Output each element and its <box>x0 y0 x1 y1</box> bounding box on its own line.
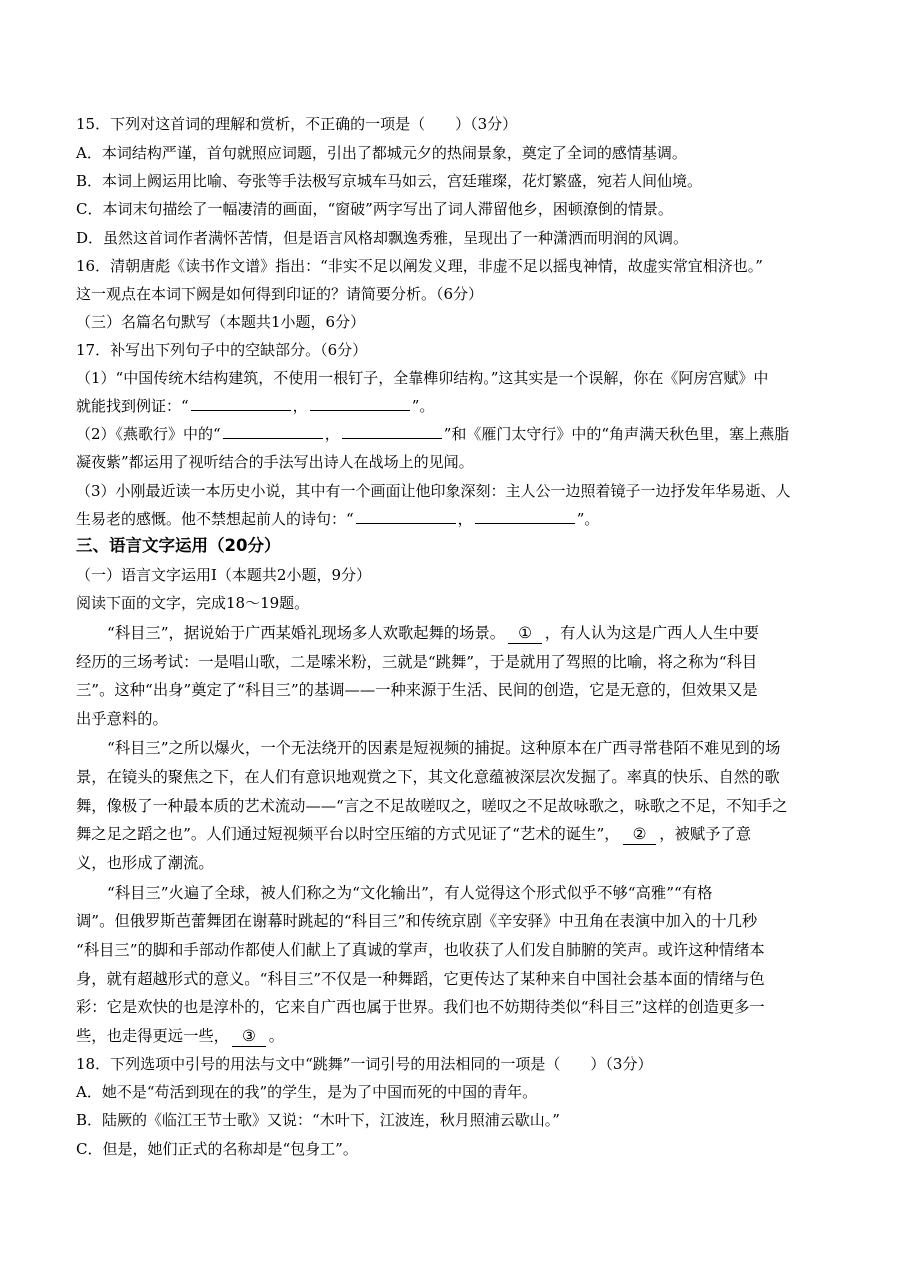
part-3-subsection: （一）语言文字运用Ⅰ（本题共2小题，9分） <box>76 566 372 584</box>
q15-option-a: A．本词结构严谨，首句就照应词题，引出了都城元夕的热闹景象，奠定了全词的感情基调。 <box>76 144 687 162</box>
blank-marker-1[interactable]: ① <box>508 623 542 644</box>
q17-part3-line2 <box>76 509 599 529</box>
q16-line1: 16．清朝唐彪《读书作文谱》指出：“非实不足以阐发义理，非虚不足以摇曳神情，故虚实常宜相济也。” <box>76 257 763 275</box>
q15-stem: 15．下列对这首词的理解和赏析，不正确的一项是（ ）（3分） <box>76 115 518 133</box>
q17-part3-line1: （3）小刚最近读一本历史小说，其中有一个画面让他印象深刻：主人公一边照着镜子一边抒发年华易逝、人 <box>76 482 791 500</box>
blank-6[interactable] <box>475 509 575 524</box>
q18-option-b: B．陆厥的《临江王节士歌》又说：“木叶下，江波连，秋月照浦云歇山。” <box>76 1111 560 1129</box>
section-3-title: （三）名篇名句默写（本题共1小题，6分） <box>76 313 366 331</box>
text: ，有人认为这是广西人人生中要 <box>544 624 759 642</box>
passage-p3-line4: 身，就有超越形式的意义。“科目三”不仅是一种舞蹈，它更传达了某种来自中国社会基本面的情绪与色 <box>76 970 765 988</box>
text: ”和《雁门太守行》中的“角声满天秋色里，塞上燕脂 <box>443 425 790 443</box>
passage-p2-line4 <box>76 824 751 845</box>
passage-p1-line2: 经历的三场考试：一是唱山歌，二是嗦米粉，三就是“跳舞”，于是就用了驾照的比喻，将之称为“科目 <box>76 653 758 671</box>
blank-3[interactable] <box>223 424 323 439</box>
text: “科目三”，据说始于广西某婚礼现场多人欢歌起舞的场景。 <box>107 624 506 642</box>
text: ， <box>292 397 308 415</box>
q15-option-b: B．本词上阙运用比喻、夸张等手法极写京城车马如云，宫廷璀璨，花灯繁盛，宛若人间仙境。 <box>76 172 703 190</box>
passage-p2-line1: “科目三”之所以爆火，一个无法绕开的因素是短视频的捕捉。这种原本在广西寻常巷陌不难见到的场 <box>107 739 781 757</box>
q18-stem: 18．下列选项中引号的用法与文中“跳舞”一词引号的用法相同的一项是（ ）（3分） <box>76 1055 653 1073</box>
text: ”。 <box>411 397 435 415</box>
text: 。 <box>268 1027 285 1045</box>
blank-marker-3[interactable]: ③ <box>232 1026 266 1047</box>
passage-p2-line2: 景，在镜头的聚焦之下，在人们有意识地观赏之下，其文化意蕴被深层次发掘了。率真的快乐、自然的歌 <box>76 768 780 786</box>
text: 舞之足之蹈之也”。人们通过短视频平台以时空压缩的方式见证了“艺术的诞生”， <box>76 825 620 843</box>
passage-p1-line4: 出乎意料的。 <box>76 710 168 728</box>
text: ， <box>324 425 340 443</box>
q17-stem: 17．补写出下列句子中的空缺部分。（6分） <box>76 341 368 359</box>
text: ，被赋予了意 <box>659 825 752 843</box>
passage-p3-line3: “科目三”的脚和手部动作都使人们献上了真诚的掌声，也收获了人们发自肺腑的笑声。或许这种情绪本 <box>76 941 765 959</box>
passage-p2-line5: 义，也形成了潮流。 <box>76 854 214 872</box>
blank-marker-2[interactable]: ② <box>623 824 657 845</box>
text: 些，也走得更远一些， <box>76 1027 229 1045</box>
q16-line2: 这一观点在本词下阙是如何得到印证的？请简要分析。（6分） <box>76 285 484 303</box>
text: 生易老的感慨。他不禁想起前人的诗句：“ <box>76 510 354 528</box>
q15-option-c: C．本词末句描绘了一幅凄清的画面，“窗破”两字写出了词人滞留他乡，困顿潦倒的情景。 <box>76 200 673 218</box>
passage-p2-line3: 舞，像极了一种最本质的艺术流动——“言之不足故嗟叹之，嗟叹之不足故咏歌之，咏歌之不足，不知手之 <box>76 797 788 815</box>
blank-2[interactable] <box>310 396 410 411</box>
part-3-heading: 三、语言文字运用（20分） <box>76 536 281 555</box>
passage-p3-line1: “科目三”火遍了全球，被人们称之为“文化输出”，有人觉得这个形式似乎不够“高雅”“有格 <box>107 884 713 902</box>
q18-option-c: C．但是，她们正式的名称却是“包身工”。 <box>76 1140 358 1158</box>
q17-part1-line2 <box>76 396 434 416</box>
q17-part2-line2: 凝夜紫”都运用了视听结合的手法写出诗人在战场上的见闻。 <box>76 453 474 471</box>
passage-p1-line1 <box>107 623 759 644</box>
passage-p3-line2: 调”。但俄罗斯芭蕾舞团在谢幕时跳起的“科目三”和传统京剧《辛安驿》中丑角在表演中加入的十几秒 <box>76 912 758 930</box>
q17-part2-line1 <box>76 424 789 444</box>
q15-option-d: D．虽然这首词作者满怀苦情，但是语言风格却飘逸秀雅，呈现出了一种潇洒而明润的风调。 <box>76 229 689 247</box>
text: ， <box>457 510 473 528</box>
text: （2）《燕歌行》中的“ <box>76 425 221 443</box>
passage-p1-line3: 三”。这种“出身”奠定了“科目三”的基调——一种来源于生活、民间的创造，它是无意的，但效果又是 <box>76 681 758 699</box>
blank-5[interactable] <box>356 509 456 524</box>
blank-1[interactable] <box>191 396 291 411</box>
passage-p3-line6 <box>76 1026 284 1047</box>
blank-4[interactable] <box>342 424 442 439</box>
text: ”。 <box>576 510 600 528</box>
passage-p3-line5: 彩：它是欢快的也是淳朴的，它来自广西也属于世界。我们也不妨期待类似“科目三”这样的创造更多一 <box>76 998 765 1016</box>
q17-part1-line1: （1）“中国传统木结构建筑，不使用一根钉子，全靠榫卯结构。”这其实是一个误解，你在《阿房宫赋》中 <box>76 369 769 387</box>
q18-option-a: A．她不是“苟活到现在的我”的学生，是为了中国而死的中国的青年。 <box>76 1083 538 1101</box>
text: 就能找到例证：“ <box>76 397 189 415</box>
reading-instruction: 阅读下面的文字，完成18～19题。 <box>76 594 310 612</box>
